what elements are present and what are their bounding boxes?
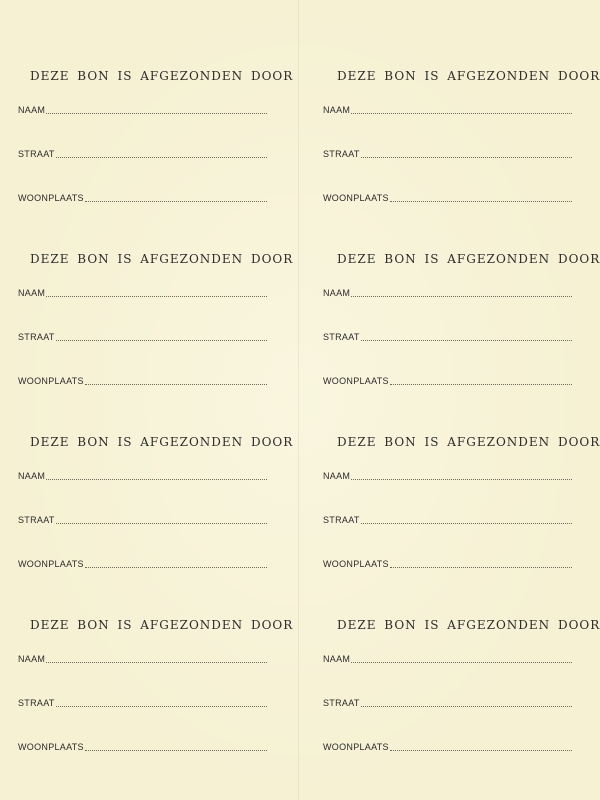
coupon-3-right	[0, 418, 600, 601]
name-line[interactable]	[351, 479, 572, 480]
name-label: NAAM	[323, 288, 351, 298]
street-field[interactable]	[323, 145, 572, 159]
coupon-title: DEZE BON IS AFGEZONDEN DOOR	[30, 618, 294, 632]
name-field[interactable]	[323, 101, 572, 115]
coupon-title: DEZE BON IS AFGEZONDEN DOOR	[30, 435, 294, 449]
name-label: NAAM	[18, 105, 46, 115]
city-field[interactable]	[323, 555, 572, 569]
city-line[interactable]	[390, 201, 572, 202]
name-line[interactable]	[351, 662, 572, 663]
name-label: NAAM	[18, 288, 46, 298]
street-label: STRAAT	[18, 698, 55, 708]
street-line[interactable]	[361, 523, 572, 524]
street-label: STRAAT	[18, 515, 55, 525]
coupon-title: DEZE BON IS AFGEZONDEN DOOR	[337, 252, 600, 266]
name-line[interactable]	[351, 113, 572, 114]
coupon-title: DEZE BON IS AFGEZONDEN DOOR	[337, 618, 600, 632]
city-label: WOONPLAATS	[18, 376, 84, 386]
coupon-2-right	[0, 235, 600, 418]
city-label: WOONPLAATS	[323, 559, 389, 569]
city-line[interactable]	[390, 750, 572, 751]
city-label: WOONPLAATS	[323, 742, 389, 752]
name-label: NAAM	[323, 654, 351, 664]
coupon-4-right	[0, 601, 600, 784]
city-field[interactable]	[323, 738, 572, 752]
street-line[interactable]	[361, 706, 572, 707]
city-field[interactable]	[323, 372, 572, 386]
name-label: NAAM	[323, 471, 351, 481]
street-line[interactable]	[361, 157, 572, 158]
name-label: NAAM	[18, 654, 46, 664]
name-field[interactable]	[323, 467, 572, 481]
name-label: NAAM	[323, 105, 351, 115]
city-label: WOONPLAATS	[18, 742, 84, 752]
coupon-1-right	[0, 52, 600, 235]
city-line[interactable]	[390, 567, 572, 568]
street-field[interactable]	[323, 694, 572, 708]
street-label: STRAAT	[323, 332, 360, 342]
coupon-title: DEZE BON IS AFGEZONDEN DOOR	[337, 69, 600, 83]
street-label: STRAAT	[323, 149, 360, 159]
city-line[interactable]	[390, 384, 572, 385]
street-field[interactable]	[323, 511, 572, 525]
city-field[interactable]	[323, 189, 572, 203]
street-label: STRAAT	[18, 149, 55, 159]
city-label: WOONPLAATS	[18, 559, 84, 569]
city-label: WOONPLAATS	[323, 376, 389, 386]
coupon-title: DEZE BON IS AFGEZONDEN DOOR	[30, 69, 294, 83]
coupon-title: DEZE BON IS AFGEZONDEN DOOR	[337, 435, 600, 449]
name-label: NAAM	[18, 471, 46, 481]
street-line[interactable]	[361, 340, 572, 341]
name-field[interactable]	[323, 650, 572, 664]
street-label: STRAAT	[323, 515, 360, 525]
street-label: STRAAT	[323, 698, 360, 708]
city-label: WOONPLAATS	[323, 193, 389, 203]
street-label: STRAAT	[18, 332, 55, 342]
name-field[interactable]	[323, 284, 572, 298]
street-field[interactable]	[323, 328, 572, 342]
city-label: WOONPLAATS	[18, 193, 84, 203]
name-line[interactable]	[351, 296, 572, 297]
coupon-title: DEZE BON IS AFGEZONDEN DOOR	[30, 252, 294, 266]
